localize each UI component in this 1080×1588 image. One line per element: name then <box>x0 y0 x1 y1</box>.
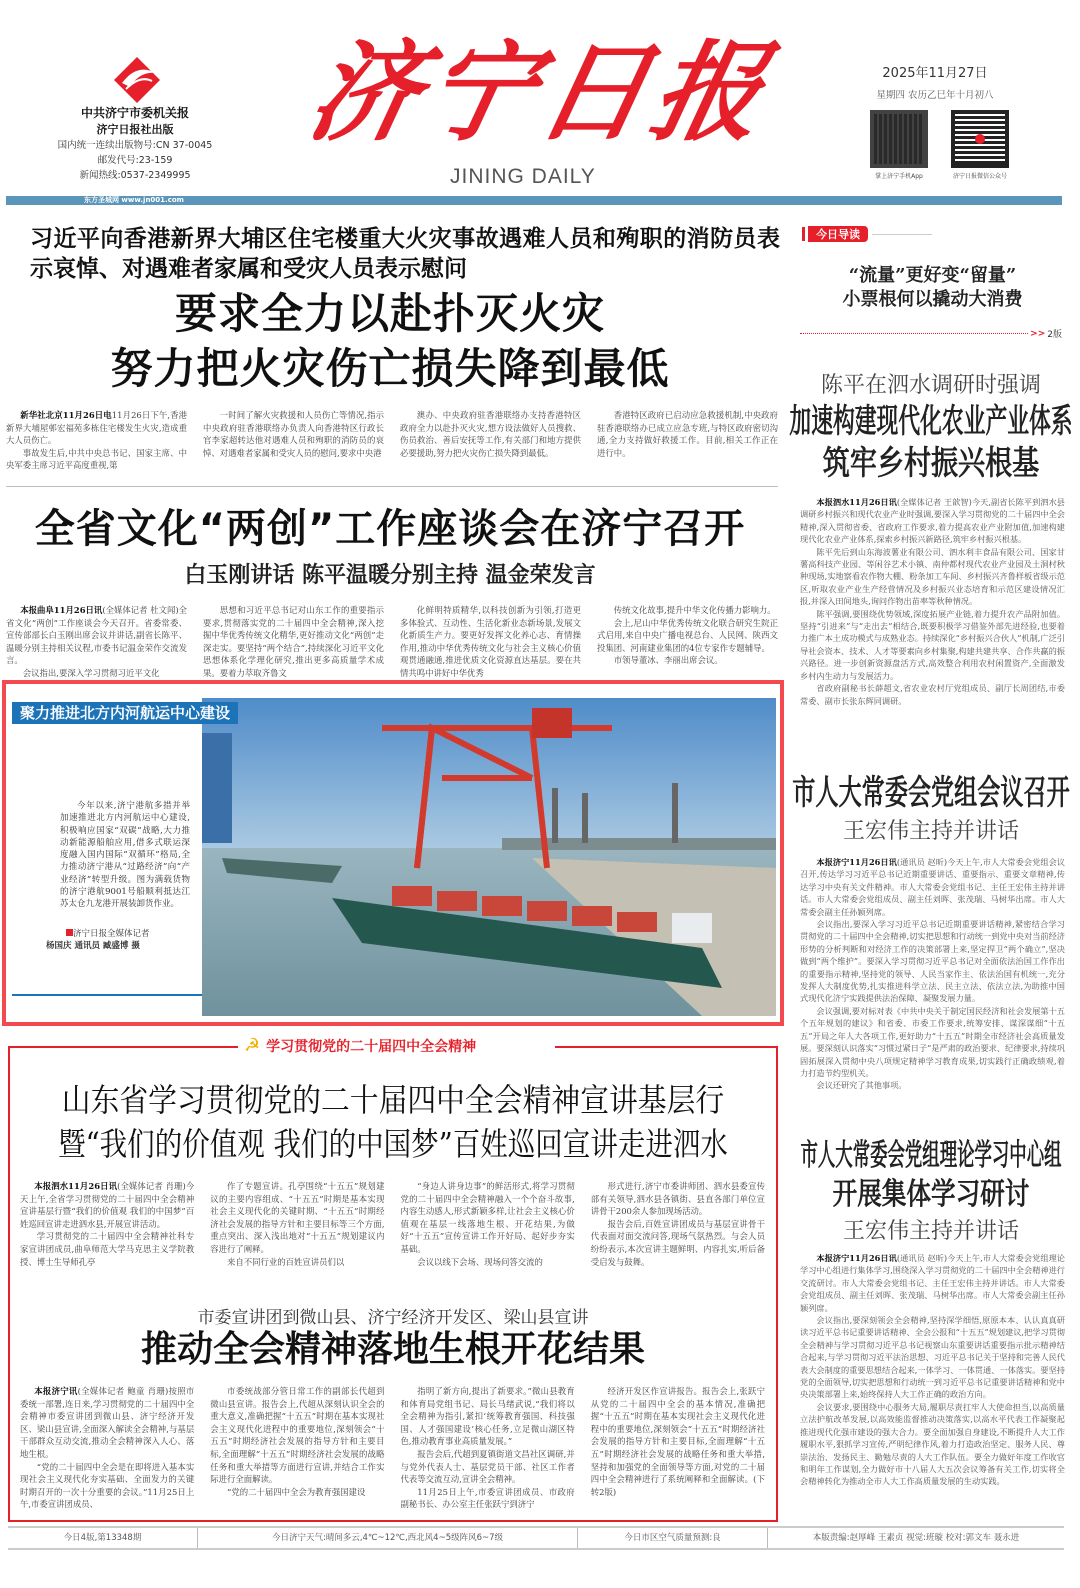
footer-issue: 今日4版,第13348期 <box>8 1528 198 1548</box>
photo-credit-1: 济宁日报全媒体记者 <box>73 929 150 939</box>
a3-body <box>800 1252 1065 1517</box>
article-column <box>401 1180 575 1280</box>
photo-caption: 今年以来,济宁港航多措并举加速推进北方内河航运中心建设,积极响应国家“双碳”战略,大力推动新能源船舶应用,借多式联运深度融入国内国际“双循环”格局,全力推动济宁港从“过路经济”向“产业经济”转型升级。图为满载货物的济宁港航9001号船顺利抵达江苏太仓九龙港开展装卸货作业。 <box>60 801 190 910</box>
qr-code-icon <box>951 110 1009 168</box>
lead-headline-1[interactable]: 要求全力以赴扑灭火灾 <box>174 289 605 338</box>
dateline: 本报泗水11月26日讯 <box>816 497 897 507</box>
footer-air: 今日市区空气质量预测:良 <box>578 1528 768 1548</box>
teaser-page: 2版 <box>1047 330 1062 340</box>
cn-number: 国内统一连续出版物号:CN 37-0045 <box>57 140 213 151</box>
article-column <box>203 409 384 473</box>
qr-app[interactable] <box>864 110 934 180</box>
article-column <box>210 1385 384 1510</box>
paragraph: 本报泗水11月26日讯(全媒体记者 肖珊)今天上午,全省学习贯彻党的二十届四中全会精神宣讲基层行暨“我们的价值观 我们的中国梦”百姓巡回宣讲走进泗水县,开展宣讲活动。 <box>20 1181 195 1229</box>
culture-subhead: 白玉刚讲话 陈平温暖分别主持 温金荣发言 <box>184 562 596 588</box>
paragraph: 本报济宁11月26日讯(通讯员 赵昕)今天上午,市人大常委会党组理论学习中心组进行集体学习,围绕深入学习贯彻党的二十届四中全会精神进行交流研讨。市人大常委会党组书记、主任王宏伟主持并讲话。市人大常委会党组成员、副主任刘晖、张茂瑞、马树华出席。市人大常委会副主任孙颖列席。 <box>800 1253 1065 1313</box>
weekday-lunar: 星期四 农历乙巳年十月初八 <box>876 90 994 101</box>
hotline: 新闻热线:0537-2349995 <box>79 170 191 181</box>
divider <box>12 994 202 996</box>
paragraph: 事故发生后,中共中央总书记、国家主席、中央军委主席习近平高度重视,第 <box>6 447 187 471</box>
postal-code: 邮发代号:23-159 <box>97 155 173 166</box>
paragraph: 思想和习近平总书记对山东工作的重要指示要求,贯彻落实党的二十届四中全会精神,深入挖掘中华优秀传统文化精华,更好推动文化“两创”走深走实。要坚持“两个结合”,持续深化习近平文化思想体系化学理化研究,推出更多高质量学术成果。要着力萃取齐鲁文 <box>203 605 384 678</box>
paragraph: 指明了新方向,提出了新要求。”微山县教育和体育局党组书记、局长马绪武说,“我们将以全会精神为指引,紧扣‘统筹教育强国、科技强国、人才强国建设’核心任务,立足微山湖区特色,推动教育事业高质量发展。” <box>400 1386 575 1447</box>
plenum-headline-1[interactable]: 山东省学习贯彻党的二十届四中全会精神宣讲基层行 <box>61 1081 725 1119</box>
photo-credit-2: 杨国庆 通讯员 臧盛博 摄 <box>46 941 140 951</box>
paragraph: 报告会后,代超到夏镇街道文昌社区调研,并与党外代表人士、基层党员干部、社区工作者代表等交流互动,宣讲全会精神。 <box>400 1448 575 1485</box>
dateline: 本报曲阜11月26日讯 <box>20 605 103 615</box>
paragraph: 会上,尼山中华优秀传统文化联合研究生院正式启用,来自中央广播电视总台、人民网、陕西文投集团、河南建业集团的4位专家作专题辅导。 <box>597 617 778 653</box>
paragraph: 会议还研究了其他事项。 <box>816 1080 907 1091</box>
qr-app-label: 掌上济宁手机App <box>875 173 923 180</box>
a3-headline-1[interactable]: 市人大常委会党组理论学习中心组 <box>800 1138 1062 1173</box>
paragraph: 会议以线下会场、现场问答交流的 <box>417 1256 543 1267</box>
photo-feature <box>2 680 784 1026</box>
paragraph: 会议指出,要深入学习贯彻习近平文化 <box>22 667 160 678</box>
article-column <box>591 1385 765 1510</box>
plenum-headline-2[interactable]: 暨“我们的价值观 我们的中国梦”百姓巡回宣讲走进泗水 <box>58 1125 728 1163</box>
outreach-kicker: 市委宣讲团到微山县、济宁经济开发区、梁山县宣讲 <box>197 1308 589 1328</box>
port-photo[interactable] <box>202 698 776 1016</box>
outreach-headline[interactable]: 推动全会精神落地生根开花结果 <box>140 1328 645 1370</box>
double-chevron-icon: >> <box>1030 328 1046 339</box>
a3-headline-2[interactable]: 开展集体学习研讨 <box>832 1177 1030 1212</box>
article-column <box>401 1385 575 1510</box>
paragraph: 作了专题宣讲。孔亭围绕“十五五”规划建议的主要内容组成、“十五五”时期是基本实现社会主义现代化的关键时期、“十五五”时期经济社会发展的指导方针和主要目标等三个方面,重点突出、深入浅出地对“十五五”规划建议内容进行了阐释。 <box>210 1181 385 1254</box>
article-column <box>591 1180 765 1280</box>
qr-wechat-label: 济宁日报微信公众号 <box>952 173 1007 180</box>
paragraph: 学习贯彻党的二十届四中全会精神社科专家宣讲团成员,曲阜师范大学马克思主义学院教授、博士生导师孔亭 <box>20 1231 195 1267</box>
paragraph: 一时间了解火灾救援和人员伤亡等情况,指示中央政府驻香港联络办负责人向香港特区行政长官李家超转达他对遇难人员和殉职的消防员的哀悼、对遇难者家属和受灾人员的慰问,要求中央港 <box>203 410 384 458</box>
article-column <box>20 1180 194 1280</box>
lead-headline-2[interactable]: 努力把火灾伤亡损失降到最低 <box>110 344 670 393</box>
lead-kicker: 习近平向香港新界大埔区住宅楼重大火灾事故遇难人员和殉职的消防员表示哀悼、对遇难者家属和受灾人员表示慰问 <box>30 225 780 282</box>
a2-body <box>800 856 1065 1112</box>
article-column <box>597 409 778 473</box>
paragraph: 化鲜明特质精华,以科技创新为引领,打造更多体验式、互动性、生活化新业态新场景,发展文化新质生产力。要更好发挥文化养心志、育情操作用,推动中华优秀传统文化与社会主义核心价值观贯通融通,推进优质文化资源直达基层。要在共情共鸣中讲好中华优秀 <box>400 605 581 678</box>
website-bar[interactable]: 东方圣城网 www.jn001.com <box>6 196 1062 205</box>
paragraph: 11月25日上午,市委宣讲团成员、市政府副秘书长、办公室主任张跃宁到济宁 <box>400 1486 575 1510</box>
org-line: 中共济宁市委机关报 <box>80 106 189 120</box>
paragraph: 陈平先后到山东海波薯业有限公司、泗水利丰食品有限公司、国家甘薯高科技产业园、等闲谷艺术小镇、南仲都村现代农业产业园及土洞村秋种现场,实地察看农作物大棚、粉条加工车间、乡村振兴齐鲁样板省级示范区,听取农业产业生产经营情况及乡村振兴业态培育和示范区建设情况汇报,并深入田间地头,询问作物出苗率等秋种情况。 <box>800 546 1065 607</box>
article-column <box>210 1180 384 1280</box>
dateline: 本报济宁讯 <box>34 1386 78 1396</box>
footer <box>8 1526 1064 1550</box>
article-column <box>6 409 187 473</box>
paragraph: “身边人讲身边事”的鲜活形式,将学习贯彻党的二十届四中全会精神融入一个个奋斗故事,内容生动感人,形式新颖多样,让社会主义核心价值观在基层一线落地生根、开花结果,为做好“十五五”宣传宣讲工作开好局、起好步夯实基础。 <box>400 1181 575 1254</box>
footer-editors: 本版责编:赵厚峰 王素贞 视觉:班璇 校对:郭文车 聂永进 <box>812 1533 1020 1543</box>
qr-code-icon <box>870 110 928 168</box>
article-column <box>400 604 581 680</box>
a3-subhead: 王宏伟主持并讲话 <box>842 1219 1019 1244</box>
qr-wechat[interactable] <box>942 110 1018 180</box>
a1-headline-2[interactable]: 筑牢乡村振兴根基 <box>822 443 1040 482</box>
paragraph: 陈平强调,要围绕优势领域,深度拓展产业链,着力提升农产品附加值。坚持“引进来”与“走出去”相结合,既要积极学习借鉴外部先进经验,也要着力推广本土成功模式与成熟业态。持续深化“乡村振兴合伙人”机制,广泛引导社会资本、技术、人才等要素向乡村集聚,构建共建共享、合作共赢的振兴路径。进一步创新资源盘活方式,高效整合利用农村闲置资产,全面激发乡村内生动力与发展活力。 <box>800 608 1065 681</box>
paragraph: 传统文化故事,提升中华文化传播力影响力。 <box>613 605 776 615</box>
paragraph: “党的二十届四中全会是在即将进入基本实现社会主义现代化夯实基础、全面发力的关键时期召开的一次十分重要的会议。”11月25日上午,市委宣讲团成员、 <box>20 1461 195 1510</box>
square-bullet-icon <box>66 929 73 936</box>
a2-headline[interactable]: 市人大常委会党组会议召开 <box>792 773 1070 813</box>
paragraph: 香港特区政府已启动应急救援机制,中央政府驻香港联络办已成立应急专班,与特区政府密切沟通,全力支持做好救援工作。目前,相关工作正在进行中。 <box>597 410 778 458</box>
article-column <box>203 604 384 680</box>
footer-weather: 今日济宁天气:晴间多云,4℃~12℃,西北风4~5级阵风6~7级 <box>198 1528 578 1548</box>
paragraph: 会议指出,要深刻领会全会精神,坚持深学细悟,原原本本、认认真真研读习近平总书记重要讲话精神、全会公报和“十五五”规划建议,把学习贯彻全会精神与学习贯彻习近平总书记视察山东重要讲话重要指示批示精神结合起来,与学习贯彻习近平法治思想、习近平总书记关于坚持和完善人民代表大会制度的重要思想结合起来,一体学习、一体贯通、一体落实。要坚持党的全面领导,切实把思想和行动统一到习近平总书记重要讲话精神和党中央决策部署上来,始终保持人大工作正确的政治方向。 <box>800 1315 1065 1400</box>
plenum-body <box>20 1180 765 1280</box>
paragraph: 本报济宁讯(全媒体记者 鲍童 肖珊)按照市委统一部署,连日来,学习贯彻党的二十届四中全会精神市委宣讲团到微山县、济宁经济开发区、梁山县宣讲,全面深入解读全会精神,与基层干部群众互动交流,推动全会精神深入人心、落地生根。 <box>20 1386 195 1459</box>
paragraph: 来自不同行业的百姓宣讲员们以 <box>227 1256 345 1267</box>
publisher-line: 济宁日报社出版 <box>96 123 174 136</box>
section-title: 学习贯彻党的二十届四中全会精神 <box>266 1039 477 1055</box>
teaser-line-2: 小票根何以撬动大消费 <box>842 289 1023 310</box>
newspaper-english-title: JINING DAILY <box>450 165 596 188</box>
culture-body <box>6 604 778 680</box>
paragraph: 报告会后,百姓宣讲团成员与基层宣讲骨干代表面对面交流问答,现场气氛热烈。与会人员纷纷表示,本次宣讲主题鲜明、内容扎实,听后备受启发与鼓舞。 <box>590 1218 765 1267</box>
paragraph: 本报曲阜11月26日讯(全媒体记者 杜文闻)全省文化“两创”工作座谈会今天召开。省委常委、宣传部部长白玉刚出席会议并讲话,副省长陈平、温暖分别主持相关议程,市委书记温金荣作交流发言。 <box>6 605 187 666</box>
teaser[interactable] <box>795 264 1070 312</box>
teaser-link[interactable] <box>800 327 1062 340</box>
paragraph: 会议指出,要深入学习习近平总书记近期重要讲话精神,紧密结合学习贯彻党的二十届四中全会精神,切实把思想和行动统一到党中央对当前经济形势的分析判断和对经济工作的决策部署上来,坚定捍卫“两个确立”,坚决做到“两个维护”。要深入学习贯彻习近平总书记对全面依法治国工作作出的重要指示精神,坚持党的领导、人民当家作主、依法治国有机统一,充分发挥人大制度优势,扎实推进科学立法、民主立法、依法立法,为助推中国式现代化济宁实践提供法治保障、凝聚发展力量。 <box>800 919 1065 1004</box>
article-column <box>597 604 778 680</box>
lead-body <box>6 409 778 473</box>
outreach-body <box>20 1385 765 1510</box>
guide-label: 今日导读 <box>808 226 868 242</box>
paragraph: 市领导董冰、李丽出席会议。 <box>613 655 723 666</box>
divider <box>6 486 778 487</box>
a2-subhead: 王宏伟主持并讲话 <box>842 819 1019 844</box>
party-emblem-icon: ☭ <box>244 1035 261 1056</box>
dateline: 本报济宁11月26日讯 <box>816 857 897 867</box>
paragraph: 澳办、中央政府驻香港联络办支持香港特区政府全力以赴扑灭火灾,想方设法做好人员搜救、伤员救治、善后安抚等工作,有关部门和地方提供必要援助,努力把火灾伤亡损失降到最低。 <box>400 410 581 458</box>
paragraph: 省政府副秘书长薛超文,省农业农村厅党组成员、副厅长周团结,市委常委、副市长张东辉同调研。 <box>800 683 1065 706</box>
publisher-info <box>30 106 240 183</box>
culture-headline[interactable]: 全省文化“两创”工作座谈会在济宁召开 <box>34 506 746 552</box>
a1-kicker: 陈平在泗水调研时强调 <box>820 373 1041 398</box>
paragraph: 本报泗水11月26日讯(全媒体记者 王歆智)今天,副省长陈平到泗水县调研乡村振兴和现代农业产业时强调,要深入学习贯彻党的二十届四中全会精神,深入贯彻省委、省政府工作要求,着力提高农业产业附加值,加速构建现代化农业产业体系,探索乡村振兴新路径,筑牢乡村振兴根基。 <box>800 497 1065 545</box>
dateline: 新华社北京11月26日电 <box>20 410 112 420</box>
guide-tag <box>802 226 932 242</box>
paragraph: 新华社北京11月26日电11月26日下午,香港新界大埔屋邨宏福苑多栋住宅楼发生火灾,造成重大人员伤亡。 <box>6 410 187 446</box>
paragraph: 会议要求,要围绕中心服务大局,履职尽责扛牢人大使命担当,以高质量立法护航改革发展,以高效能监督推动决策落实,以高水平代表工作凝聚起推进现代化强市建设的强大合力。要全面加强自身建设,不断提升人大工作履职水平,狠抓学习宣传,严明纪律作风,着力打造政治坚定、服务人民、尊崇法治、发扬民主、勤勉尽责的人大工作队伍。要全力做好年度工作收官和明年工作谋划,全力做好市十八届人大五次会议筹备有关工作,切实将全会精神转化为推动全市人大工作高质量发展的生动实践。 <box>800 1401 1065 1487</box>
dateline: 本报济宁11月26日讯 <box>816 1253 897 1263</box>
paragraph: 经济开发区作宣讲报告。报告会上,张跃宁从党的二十届四中全会的基本情况,准确把握“十五五”时期在基本实现社会主义现代化进程中的重要地位,深刻领会“十五五”时期经济社会发展的指导方针和主要目标,全面理解“十五五”时期经济社会发展的战略任务和重大举措,坚持和加强党的全面领导等方面,对党的二十届四中全会精神进行了系统阐释和全面解读。(下转2版) <box>590 1386 765 1497</box>
a1-body <box>800 496 1065 738</box>
issue-date: 2025年11月27日 <box>882 66 988 81</box>
paragraph: 本报济宁11月26日讯(通讯员 赵昕)今天上午,市人大常委会党组会议召开,传达学习习近平总书记近期重要讲话、重要指示、重要文章精神,传达学习中央有关文件精神。市人大常委会党组书记、主任王宏伟主持并讲话。市人大常委会党组成员、副主任刘晖、张茂瑞、马树华出席。市人大常委会副主任孙颖列席。 <box>800 857 1065 917</box>
article-column <box>6 604 187 680</box>
article-column <box>20 1385 194 1510</box>
paragraph: 会议强调,要对标对表《中共中央关于制定国民经济和社会发展第十五个五年规划的建议》和省委、市委工作要求,统筹安排、谋深谋细“十五五”开局之年人大各项工作,更好助力“十五五”时期全市经济社会高质量发展。要深刻认识落实“习惯过紧日子”是严肃的政治要求、纪律要求,持续巩固拓展深入贯彻中央八项规定精神学习教育成果,切实践行正确政绩观,着力打造节约型机关。 <box>800 1005 1065 1078</box>
newspaper-title: 济宁日报 <box>298 30 782 156</box>
paragraph: 形式进行,济宁市委讲师团、泗水县委宣传部有关领导,泗水县各镇街、县直各部门单位宣讲骨干200余人参加现场活动。 <box>590 1181 765 1217</box>
article-column <box>400 409 581 473</box>
dateline: 本报泗水11月26日讯 <box>34 1181 118 1191</box>
teaser-line-1: “流量”更好变“留量” <box>848 265 1017 286</box>
a1-headline-1[interactable]: 加速构建现代化农业产业体系 <box>789 401 1073 440</box>
paragraph: “党的二十届四中全会为教育强国建设 <box>227 1486 366 1497</box>
party-logo <box>112 55 162 105</box>
photo-banner: 聚力推进北方内河航运中心建设 <box>12 702 238 724</box>
paragraph: 市委统战部分管日常工作的副部长代超到微山县宣讲。报告会上,代超从深刻认识全会的重大意义,准确把握“十五五”时期在基本实现社会主义现代化进程中的重要地位,深刻领会“十五五”时期经济社会发展的指导方针和主要目标,全面理解“十五五”时期经济社会发展的战略任务和重大举措等方面进行宣讲,并结合工作实际进行全面解读。 <box>210 1386 385 1485</box>
